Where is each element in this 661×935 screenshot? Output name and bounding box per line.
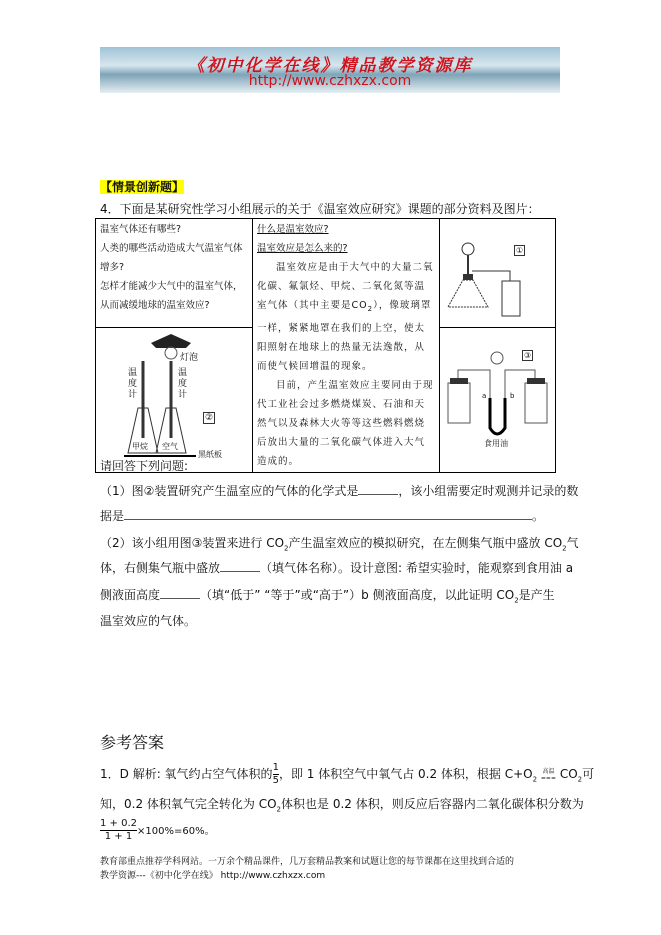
board-label: 黑纸板 — [198, 450, 222, 460]
answer-prompt: 请回答下列问题: — [100, 459, 189, 473]
q2-text: （填“低于” “等于”或“高于”）b 侧液面高度，以此证明 CO — [200, 588, 515, 602]
q2-text: （填气体名称）。设计意图: 希望实验时，能观察到食用油 a — [260, 561, 574, 575]
q2-blank-height[interactable] — [160, 586, 200, 599]
banner-title: 《初中化学在线》精品教学资源库 — [187, 56, 473, 76]
answer-text: 1．D 解析: 氧气约占空气体积的 — [100, 767, 273, 781]
banner-logo — [100, 47, 560, 93]
q1-blank-data[interactable] — [124, 507, 532, 520]
q1-blank-formula[interactable] — [358, 482, 398, 495]
left-questions-cell — [96, 219, 253, 328]
middle-paragraph: 温室效应是由于大气中的大量二氧化碳、氟氯烃、甲烷、二氧化氮等温室气体（其中主要是CO — [257, 262, 434, 311]
side-b-label: b — [510, 392, 515, 401]
answer-1-line2 — [100, 795, 584, 813]
question-2-line3 — [100, 586, 555, 604]
figure-2-number: ② — [205, 413, 214, 424]
q2-text: （2）该小组用图③装置来进行 CO — [100, 536, 285, 550]
subscript: 2 — [284, 544, 289, 553]
footer-text: 教学资源---《初中化学在线》 — [100, 871, 218, 881]
numerator: 1 + 0.2 — [100, 818, 138, 829]
question-1-cont — [100, 507, 544, 524]
subscript: 2 — [367, 304, 374, 313]
banner-url[interactable]: http://www.czhxzx.com — [248, 73, 412, 89]
q2-text: 体，右侧集气瓶中盛放 — [100, 561, 221, 575]
question-2-line2 — [100, 559, 573, 576]
question-intro: 4．下面是某研究性学习小组展示的关于《温室效应研究》课题的部分资料及图片： — [100, 202, 540, 216]
answer-text: ，即 1 体积空气中氧气占 0.2 体积，根据 C+O — [278, 767, 533, 781]
question-1 — [100, 482, 578, 499]
figure-1-number: ① — [516, 246, 524, 255]
question-2 — [100, 534, 579, 552]
footer-text: 教育部重点推荐学科网站。一万余个精品课件，几万套精品教案和试题让您的每节课都在这里找到合适的 — [100, 857, 515, 867]
q1-text: 据是 — [100, 509, 125, 523]
left-question: 温室气体还有哪些? — [100, 224, 182, 235]
question-2-line4: 温室效应的气体。 — [100, 614, 197, 628]
oil-label: 食用油 — [484, 439, 508, 449]
left-question: 怎样才能减少大气中的温室气体，从而减缓地球的温室效应? — [100, 281, 243, 311]
thermometer-label: 温度计 — [128, 368, 138, 401]
footer-line2 — [100, 868, 325, 881]
q1-text: 。 — [532, 509, 545, 523]
material-table — [95, 218, 556, 473]
reaction-condition: 高温 === — [540, 767, 556, 782]
answer-text: 体积也是 0.2 体积，则反应后容器内二氧化碳体积分数为 — [281, 797, 584, 811]
answer-1 — [100, 762, 594, 787]
figure-1-apparatus — [440, 219, 555, 322]
answers-title: 参考答案 — [100, 733, 165, 752]
answer-text: 知，0.2 体积氧气完全转化为 CO — [100, 797, 277, 811]
condition-text: 高温 — [542, 767, 555, 775]
middle-paragraph: ），像玻璃罩一样，紧紧地罩在我们的上空，使太阳照射在地球上的热量无法逸散，从而使气候回增温的现象。 — [257, 300, 432, 372]
side-a-label: a — [482, 392, 487, 401]
q2-text: 侧液面高度 — [100, 588, 161, 602]
q1-text: （1）图②装置研究产生温室应的气体的化学式是 — [100, 484, 359, 498]
footer-link[interactable]: http://www.czhxzx.com — [220, 871, 326, 881]
subscript: 2 — [577, 775, 583, 784]
q2-text: 产生温室效应的模拟研究，在左侧集气瓶中盛放 CO — [288, 536, 563, 550]
methane-label: 甲烷 — [132, 442, 148, 452]
figure-1-cell — [440, 219, 556, 328]
answer-text: CO — [559, 767, 578, 781]
q1-text: ，该小组需要定时观测并记录的数 — [398, 484, 579, 498]
section-tag: 【情景创新题】 — [100, 180, 185, 194]
q2-blank-gas[interactable] — [220, 559, 260, 572]
denominator: 5 — [272, 775, 279, 786]
denominator: 1 + 1 — [104, 831, 133, 842]
lamp-label: 灯泡 — [180, 353, 199, 364]
subscript: 2 — [532, 775, 538, 784]
subscript: 2 — [514, 596, 519, 605]
figure-3-number: ③ — [524, 351, 532, 361]
left-question: 人类的哪些活动造成大气温室气体增多? — [100, 243, 243, 273]
middle-heading: 什么是温室效应? — [257, 224, 329, 235]
middle-paragraph: 目前，产生温室效应主要同由于现代工业社会过多燃烧煤炭、石油和天然气以及森林大火等等这些燃料燃烧后放出大量的二氧化碳气体进入大气造成的。 — [257, 379, 434, 467]
answer-1-line3 — [100, 818, 215, 843]
figure-3-cell — [440, 328, 556, 473]
middle-text-cell — [253, 219, 440, 473]
q2-text: 气 — [566, 536, 579, 550]
middle-heading: 温室效应是怎么来的? — [257, 243, 348, 254]
numerator: 1 — [272, 762, 279, 773]
subscript: 2 — [276, 805, 282, 814]
answer-text: 可 — [582, 767, 595, 781]
thermometer-label: 温度计 — [178, 368, 188, 401]
answer-text: ×100%=60%。 — [137, 826, 215, 837]
q2-text: 是产生 — [518, 588, 555, 602]
subscript: 2 — [562, 544, 567, 553]
figure-3-apparatus — [440, 328, 555, 451]
fraction-result — [100, 818, 137, 843]
air-label: 空气 — [162, 442, 178, 452]
figure-2-cell — [96, 328, 253, 473]
